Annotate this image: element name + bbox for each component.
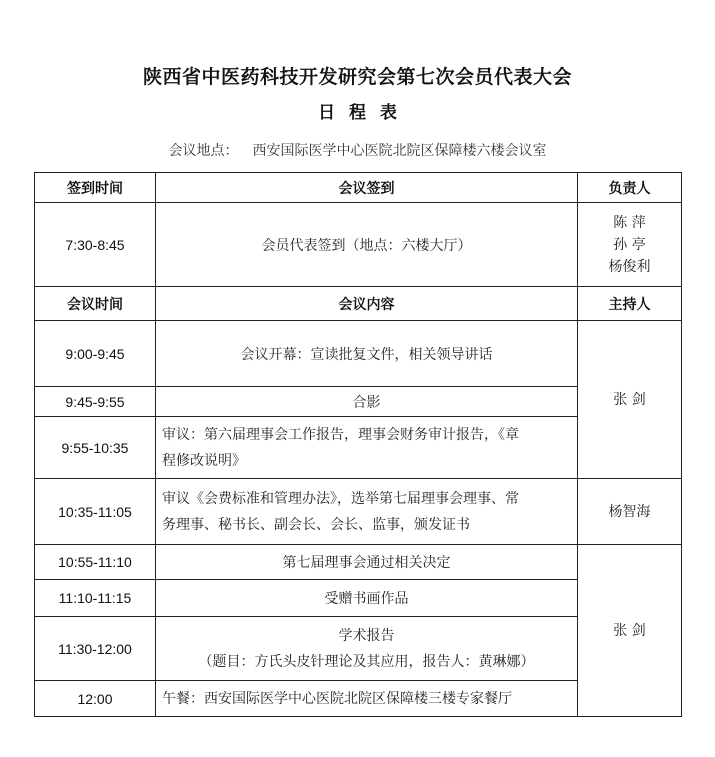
- agenda-time: 10:35-11:05: [35, 479, 156, 545]
- agenda-item: 午餐：西安国际医学中心医院北院区保障楼三楼专家餐厅: [156, 681, 578, 717]
- checkin-person: 陈 萍: [613, 214, 646, 231]
- agenda-time: 11:10-11:15: [35, 580, 156, 617]
- agenda-time: 11:30-12:00: [35, 617, 156, 681]
- agenda-item: 受赠书画作品: [156, 580, 578, 617]
- meeting-location: [0, 140, 715, 160]
- agenda-item-line: 审议：第六届理事会工作报告，理事会财务审计报告，《章: [162, 426, 519, 443]
- agenda-item-line: 学术报告: [338, 627, 395, 644]
- agenda-host: 杨智海: [578, 479, 682, 545]
- checkin-person: 杨俊利: [608, 258, 651, 275]
- document-title: 陕西省中医药科技开发研究会第七次会员代表大会: [142, 66, 572, 88]
- checkin-time: 7:30-8:45: [35, 203, 156, 287]
- checkin-person: 孙 亭: [613, 236, 646, 253]
- document-subtitle: 日 程 表: [318, 103, 397, 123]
- agenda-item-line: （题目：方氏头皮针理论及其应用，报告人：黄琳娜）: [198, 653, 535, 670]
- agenda-item: [156, 617, 578, 681]
- agenda-item-line: 程修改说明》: [162, 452, 246, 469]
- agenda-item: [156, 417, 578, 479]
- checkin-item-header: 会议签到: [156, 173, 578, 203]
- location-value: 西安国际医学中心医院北院区保障楼六楼会议室: [252, 143, 547, 159]
- agenda-time: 12:00: [35, 681, 156, 717]
- agenda-item: 第七届理事会通过相关决定: [156, 545, 578, 580]
- checkin-persons: [578, 203, 682, 287]
- agenda-item-line: 审议《会费标准和管理办法》，选举第七届理事会理事、常: [162, 490, 519, 507]
- agenda-time: 9:00-9:45: [35, 321, 156, 387]
- agenda-row: [35, 545, 682, 580]
- agenda-host-header: 主持人: [578, 287, 682, 321]
- checkin-person-header: 负责人: [578, 173, 682, 203]
- checkin-header-row: [35, 173, 682, 203]
- schedule-table: [34, 172, 682, 717]
- agenda-item: 会议开幕：宣读批复文件，相关领导讲话: [156, 321, 578, 387]
- checkin-time-header: 签到时间: [35, 173, 156, 203]
- agenda-time: 9:45-9:55: [35, 387, 156, 417]
- agenda-row: [35, 479, 682, 545]
- checkin-item: 会员代表签到（地点：六楼大厅）: [156, 203, 578, 287]
- agenda-row: [35, 321, 682, 387]
- location-label: 会议地点：: [168, 143, 239, 159]
- agenda-time-header: 会议时间: [35, 287, 156, 321]
- checkin-row: [35, 203, 682, 287]
- agenda-time: 9:55-10:35: [35, 417, 156, 479]
- agenda-item: [156, 479, 578, 545]
- agenda-time: 10:55-11:10: [35, 545, 156, 580]
- agenda-item: 合影: [156, 387, 578, 417]
- agenda-host: 张 剑: [578, 321, 682, 479]
- agenda-host: 张 剑: [578, 545, 682, 717]
- agenda-item-line: 务理事、秘书长、副会长、会长、监事，颁发证书: [162, 516, 470, 533]
- agenda-header-row: [35, 287, 682, 321]
- agenda-item-header: 会议内容: [156, 287, 578, 321]
